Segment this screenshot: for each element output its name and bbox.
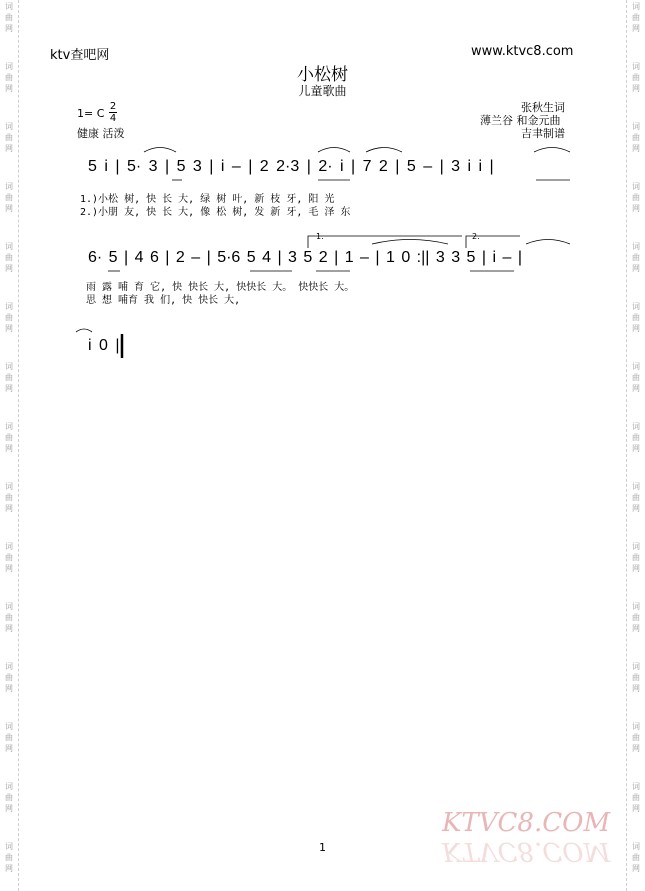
- side-mark-char: 网: [5, 204, 13, 213]
- slur-mark: [366, 148, 402, 153]
- key-signature: 1= C: [77, 107, 105, 120]
- side-mark-char: 网: [632, 444, 640, 453]
- side-mark-char: 曲: [632, 553, 640, 562]
- lyricist-credit: 张秋生词: [521, 101, 565, 114]
- side-mark-char: 网: [5, 504, 13, 513]
- watermark-logo: KTVC8.COM: [442, 808, 611, 838]
- watermark-logo-reflection: KTVC8.COM: [442, 836, 611, 866]
- side-mark-char: 词: [632, 482, 640, 491]
- side-mark-char: 词: [632, 602, 640, 611]
- side-mark-char: 网: [5, 564, 13, 573]
- side-mark-char: 网: [632, 624, 640, 633]
- side-mark-char: 网: [632, 204, 640, 213]
- side-mark-char: 网: [632, 864, 640, 873]
- time-signature-bottom: 4: [109, 113, 117, 124]
- side-mark-char: 词: [5, 62, 13, 71]
- side-mark-char: 词: [5, 422, 13, 431]
- slur-mark: [372, 240, 448, 245]
- side-mark-char: 词: [632, 542, 640, 551]
- side-mark-char: 曲: [5, 373, 13, 382]
- side-mark-char: 曲: [5, 433, 13, 442]
- side-mark-char: 词: [5, 302, 13, 311]
- side-mark-char: 曲: [632, 433, 640, 442]
- side-mark-char: 网: [5, 84, 13, 93]
- side-mark-char: 曲: [5, 193, 13, 202]
- song-subtitle: 儿童歌曲: [298, 84, 347, 98]
- time-signature-top: 2: [109, 101, 117, 112]
- side-mark-char: 曲: [5, 673, 13, 682]
- side-mark-char: 网: [632, 24, 640, 33]
- side-mark-char: 曲: [5, 313, 13, 322]
- slur-mark: [526, 240, 570, 245]
- side-mark-char: 曲: [632, 133, 640, 142]
- side-mark-char: 词: [5, 182, 13, 191]
- side-mark-char: 词: [632, 2, 640, 11]
- side-mark-char: 词: [632, 62, 640, 71]
- side-mark-char: 网: [5, 864, 13, 873]
- side-mark-char: 网: [632, 264, 640, 273]
- slur-mark: [318, 148, 350, 153]
- side-mark-char: 网: [632, 324, 640, 333]
- side-mark-char: 曲: [632, 793, 640, 802]
- side-mark-char: 词: [632, 422, 640, 431]
- arranger-credit: 吉聿制谱: [521, 127, 565, 140]
- side-mark-char: 曲: [5, 733, 13, 742]
- volta-bracket-2: [466, 236, 520, 248]
- side-mark-char: 曲: [5, 493, 13, 502]
- side-mark-char: 曲: [632, 13, 640, 22]
- side-mark-char: 曲: [5, 853, 13, 862]
- side-mark-char: 词: [5, 122, 13, 131]
- score-line-2-notes: 6· 5 | 4 6 | 2 – | 5·6 5 4 | 3 5 2 | 1 – | 1 0 :|| 3 3 5 | i – |: [88, 249, 522, 266]
- side-mark-char: 网: [632, 84, 640, 93]
- score-line-1-lyric-verse-2: 2.)小朋 友, 快 长 大, 像 松 树, 发 新 牙, 毛 泽 东: [80, 207, 351, 218]
- side-mark-char: 曲: [632, 373, 640, 382]
- side-mark-char: 网: [632, 504, 640, 513]
- side-mark-char: 网: [5, 624, 13, 633]
- side-mark-char: 网: [5, 324, 13, 333]
- side-mark-char: 词: [632, 182, 640, 191]
- side-mark-char: 曲: [632, 613, 640, 622]
- side-mark-char: 曲: [632, 493, 640, 502]
- side-mark-char: 网: [5, 264, 13, 273]
- side-mark-char: 网: [5, 744, 13, 753]
- side-mark-char: 曲: [632, 193, 640, 202]
- side-mark-char: 网: [5, 144, 13, 153]
- side-mark-char: 曲: [632, 733, 640, 742]
- side-mark-char: 曲: [5, 793, 13, 802]
- side-mark-char: 词: [632, 242, 640, 251]
- side-mark-char: 词: [632, 722, 640, 731]
- side-mark-char: 曲: [5, 133, 13, 142]
- side-mark-char: 词: [632, 782, 640, 791]
- slur-mark: [144, 148, 176, 153]
- page-number: 1: [319, 841, 326, 854]
- side-mark-char: 网: [632, 564, 640, 573]
- side-mark-char: 网: [632, 684, 640, 693]
- side-mark-char: 词: [5, 662, 13, 671]
- side-mark-char: 网: [5, 804, 13, 813]
- side-mark-char: 曲: [632, 73, 640, 82]
- composer-credit: 薄兰谷 和金元曲: [480, 114, 561, 127]
- side-mark-char: 词: [632, 842, 640, 851]
- score-line-2-lyric-verse-1: 雨 露 哺 育 它, 快 快长 大, 快快长 大。 快快长 大。: [86, 282, 355, 293]
- volta-1-label: 1.: [316, 232, 324, 241]
- score-line-3-notes: i 0 ||: [88, 337, 124, 354]
- score-line-2-lyric-verse-2: 思 想 哺育 我 们, 快 快长 大,: [86, 295, 241, 306]
- side-mark-char: 网: [632, 144, 640, 153]
- side-mark-char: 网: [5, 684, 13, 693]
- slur-mark: [534, 148, 570, 153]
- side-mark-char: 词: [5, 782, 13, 791]
- score-line-1-lyric-verse-1: 1.)小松 树, 快 长 大, 绿 树 叶, 新 枝 牙, 阳 光: [80, 194, 335, 205]
- side-mark-char: 词: [5, 482, 13, 491]
- side-mark-char: 曲: [5, 13, 13, 22]
- site-url-right: www.ktvc8.com: [471, 44, 574, 59]
- side-mark-char: 曲: [632, 253, 640, 262]
- side-mark-char: 词: [632, 362, 640, 371]
- slur-mark: [76, 329, 92, 332]
- side-mark-char: 曲: [5, 253, 13, 262]
- side-mark-char: 词: [5, 842, 13, 851]
- side-mark-char: 词: [5, 602, 13, 611]
- side-mark-char: 曲: [5, 613, 13, 622]
- side-mark-char: 词: [5, 362, 13, 371]
- site-name-left: ktv查吧网: [50, 48, 110, 63]
- side-mark-char: 网: [5, 384, 13, 393]
- side-mark-char: 词: [632, 302, 640, 311]
- side-mark-char: 词: [5, 722, 13, 731]
- score-line-1-notes: 5 i | 5· 3 | 5 3 | i – | 2 2·3 | 2· i | 7 2 | 5 – | 3 i i |: [88, 158, 494, 175]
- side-mark-char: 词: [632, 662, 640, 671]
- side-mark-char: 词: [5, 242, 13, 251]
- side-mark-char: 词: [632, 122, 640, 131]
- side-mark-char: 曲: [632, 673, 640, 682]
- side-mark-char: 网: [5, 24, 13, 33]
- side-mark-char: 词: [5, 542, 13, 551]
- tempo-marking: 健康 活泼: [77, 127, 125, 140]
- volta-2-label: 2.: [472, 232, 480, 241]
- side-mark-char: 曲: [632, 313, 640, 322]
- side-mark-char: 网: [632, 744, 640, 753]
- side-mark-char: 曲: [5, 553, 13, 562]
- side-mark-char: 网: [632, 384, 640, 393]
- song-title: 小松树: [297, 65, 348, 85]
- side-mark-char: 词: [5, 2, 13, 11]
- side-mark-char: 网: [5, 444, 13, 453]
- side-mark-char: 曲: [632, 853, 640, 862]
- side-mark-char: 曲: [5, 73, 13, 82]
- side-mark-char: 网: [632, 804, 640, 813]
